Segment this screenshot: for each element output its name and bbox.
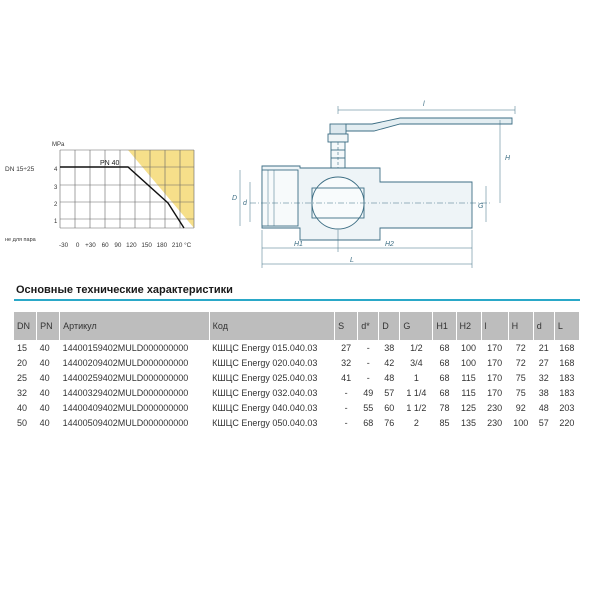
table-cell: 125 (461, 402, 477, 413)
table-cell: 75 (515, 387, 526, 398)
table-cell: 14400209402MULD000000000 (62, 357, 189, 368)
table-body (14, 340, 580, 430)
table-row (14, 400, 580, 415)
chart-y-tick: 3 (54, 185, 58, 191)
table-cell: 1 (413, 372, 419, 383)
table-cell: 76 (384, 417, 395, 428)
table-cell: 60 (384, 402, 395, 413)
table-cell: 27 (341, 342, 352, 353)
table-cell: 40 (17, 402, 28, 413)
chart-y-tick: 1 (54, 219, 58, 225)
table-cell: 68 (439, 357, 450, 368)
table-cell: 40 (39, 372, 50, 383)
table-cell: - (366, 357, 370, 368)
table-header-row (14, 312, 580, 340)
table-cell: 49 (363, 387, 374, 398)
dim-label: d (243, 200, 247, 207)
table-cell: 42 (384, 357, 395, 368)
table-cell: 21 (538, 342, 549, 353)
table-cell: 100 (461, 357, 477, 368)
title-divider (14, 299, 580, 301)
table-cell: 203 (559, 402, 575, 413)
table-cell: 220 (559, 417, 575, 428)
chart-x-tick: 0 (75, 242, 80, 249)
handle-nut (330, 124, 346, 134)
column-header: d (533, 312, 554, 340)
table-cell: 15 (17, 342, 28, 353)
table-cell: 2 (413, 417, 419, 428)
table-cell: - (366, 342, 370, 353)
table-header (14, 312, 580, 340)
section-title: Основные технические характеристики (16, 284, 233, 296)
table-row (14, 385, 580, 400)
table-cell: КШЦС Energy 032.040.03 (212, 387, 318, 398)
table-cell: 14400409402MULD000000000 (62, 402, 189, 413)
table-cell: 68 (363, 417, 374, 428)
table-cell: 25 (17, 372, 28, 383)
table-cell: КШЦС Energy 020.040.03 (212, 357, 318, 368)
table-cell: 38 (384, 342, 395, 353)
table-cell: 115 (461, 387, 476, 398)
handle-base (328, 134, 348, 142)
table-cell: КШЦС Energy 040.040.03 (212, 402, 318, 413)
table-row (14, 415, 580, 430)
dim-label: H2 (385, 241, 394, 248)
chart-x-tick: -30 (59, 242, 69, 249)
dim-label: G (478, 203, 484, 210)
table-cell: 170 (487, 342, 503, 353)
chart-y-tick: 2 (54, 202, 58, 208)
column-header: D (379, 312, 400, 340)
table-cell: 3/4 (410, 357, 423, 368)
pressure-temperature-chart (5, 142, 194, 249)
table-cell: 230 (487, 417, 503, 428)
table-cell: КШЦС Energy 015.040.03 (212, 342, 318, 353)
dim-label: L (350, 257, 354, 264)
drawing-svg (0, 95, 591, 280)
table-cell: 183 (559, 387, 575, 398)
table-cell: 32 (17, 387, 28, 398)
column-header: H (508, 312, 533, 340)
table-cell: 32 (538, 372, 549, 383)
valve-handle (345, 118, 512, 131)
table-cell: 48 (538, 402, 549, 413)
table-cell: КШЦС Energy 050.040.03 (212, 417, 318, 428)
table-cell: 115 (461, 372, 476, 383)
table-cell: 38 (538, 387, 549, 398)
table-cell: 68 (439, 387, 450, 398)
table-cell: 183 (559, 372, 575, 383)
table-row (14, 370, 580, 385)
table-cell: - (344, 402, 348, 413)
column-header: PN (37, 312, 60, 340)
chart-y-tick: 4 (54, 167, 58, 173)
table-cell: 40 (39, 402, 50, 413)
table-cell: - (344, 387, 348, 398)
chart-x-tick: 120 (126, 242, 137, 249)
table-row (14, 355, 580, 370)
table-cell: 92 (515, 402, 526, 413)
table-cell: 135 (461, 417, 477, 428)
column-header: l (481, 312, 508, 340)
table-cell: КШЦС Energy 025.040.03 (212, 372, 318, 383)
column-header: d* (358, 312, 379, 340)
table-cell: 168 (559, 357, 575, 368)
table-cell: - (344, 417, 348, 428)
column-header: H2 (456, 312, 481, 340)
chart-x-tick: 210 °C (171, 242, 192, 249)
chart-x-tick: +30 (85, 242, 96, 249)
table-cell: 68 (439, 342, 450, 353)
chart-unit-label: MPa (52, 142, 65, 148)
dim-label: H1 (294, 241, 303, 248)
table-cell: 48 (384, 372, 395, 383)
ball-valve-drawing (240, 106, 515, 268)
table-cell: 55 (363, 402, 374, 413)
table-cell: 75 (515, 372, 526, 383)
table-cell: 85 (439, 417, 450, 428)
chart-x-tick: 90 (114, 242, 122, 249)
table-cell: 32 (341, 357, 352, 368)
table-cell: 14400159402MULD000000000 (62, 342, 189, 353)
dim-label: l (423, 101, 425, 108)
dim-label: D (232, 195, 238, 202)
table-cell: 78 (439, 402, 450, 413)
table-cell: 14400259402MULD000000000 (62, 372, 189, 383)
table-row (14, 340, 580, 355)
table-cell: 14400329402MULD000000000 (62, 387, 189, 398)
chart-series-label: PN 40 (100, 160, 120, 167)
table-cell: 50 (17, 417, 28, 428)
table-cell: 14400509402MULD000000000 (62, 417, 189, 428)
chart-x-tick: 150 (141, 242, 152, 249)
table-cell: - (366, 372, 370, 383)
table-cell: 100 (513, 417, 529, 428)
technical-drawing-area (0, 95, 591, 280)
table-cell: 40 (39, 387, 50, 398)
column-header: Артикул (60, 312, 210, 340)
table-cell: 20 (17, 357, 28, 368)
table-cell: 1/2 (410, 342, 423, 353)
table-cell: 1 1/4 (406, 387, 427, 398)
table-cell: 41 (341, 372, 352, 383)
table-cell: 170 (487, 357, 503, 368)
chart-x-tick: 60 (101, 242, 109, 249)
chart-dn-label: DN 15÷25 (5, 166, 35, 173)
table-cell: 40 (39, 357, 50, 368)
table-cell: 57 (538, 417, 549, 428)
table-cell: 40 (39, 342, 50, 353)
table-cell: 170 (487, 372, 503, 383)
chart-note: не для пара (5, 237, 36, 243)
table-cell: 68 (439, 372, 450, 383)
threaded-end (262, 170, 298, 226)
table-cell: 1 1/2 (406, 402, 427, 413)
table-cell: 170 (487, 387, 503, 398)
specifications-table (14, 312, 580, 430)
chart-x-ticks (59, 241, 192, 249)
column-header: DN (14, 312, 37, 340)
table-cell: 72 (515, 342, 526, 353)
chart-x-tick: 180 (156, 242, 168, 249)
column-header: G (400, 312, 433, 340)
table-cell: 40 (39, 417, 50, 428)
dim-label: H (505, 155, 511, 162)
column-header: Код (209, 312, 334, 340)
table-cell: 27 (538, 357, 549, 368)
table-cell: 168 (559, 342, 575, 353)
column-header: L (554, 312, 579, 340)
column-header: S (335, 312, 358, 340)
table-cell: 230 (487, 402, 503, 413)
table-cell: 57 (384, 387, 395, 398)
column-header: H1 (433, 312, 456, 340)
table-cell: 100 (461, 342, 477, 353)
table-cell: 72 (515, 357, 526, 368)
